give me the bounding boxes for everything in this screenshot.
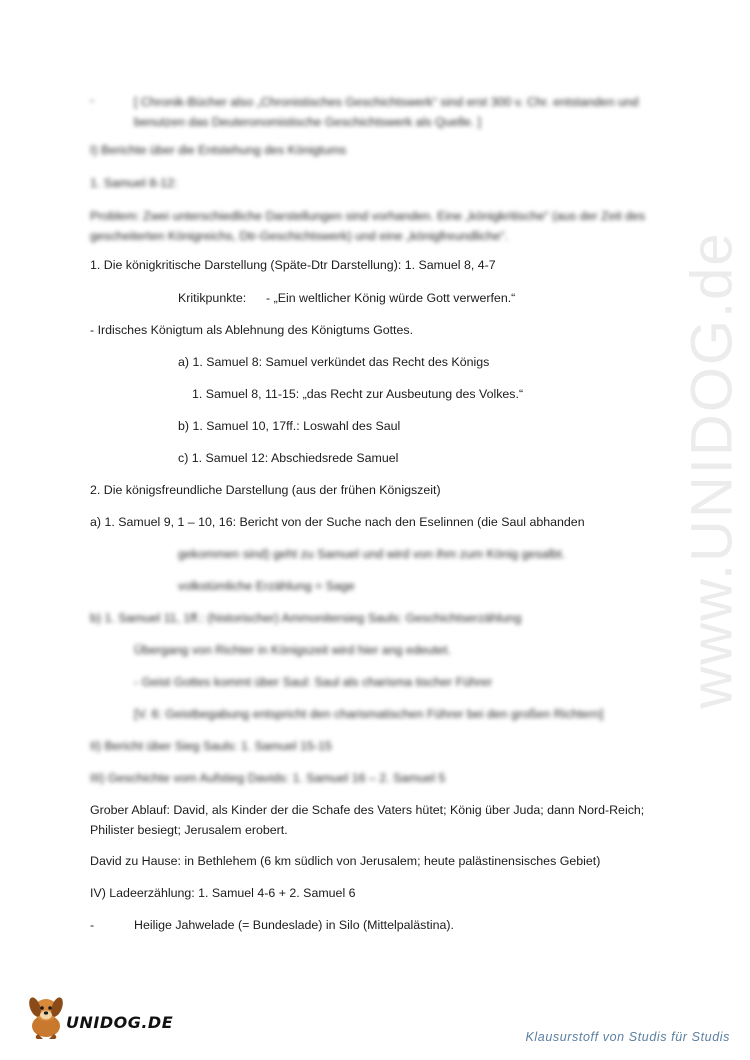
freundlich-heading: 2. Die königsfreundliche Darstellung (aus der frühen Königszeit): [90, 483, 441, 497]
a-samuel9: a) 1. Samuel 9, 1 – 10, 16: Bericht von der Suche nach den Eselinnen (die Saul abhanden: [90, 515, 585, 529]
kritisch-heading: 1. Die königkritische Darstellung (Späte-Dtr Darstellung): 1. Samuel 8, 4-7: [90, 258, 496, 272]
lade-item: Heilige Jahwelade (= Bundeslade) in Silo (Mittelpalästina).: [134, 918, 454, 932]
logo-text: UNIDOG.DE: [66, 1013, 174, 1032]
geist-text: - Geist Gottes kommt über Saul: Saul als charisma tischer Führer: [134, 675, 493, 689]
chronik-dash: -: [90, 93, 95, 107]
unidog-logo[interactable]: [24, 990, 173, 1040]
v6-text: [V. 6: Geistbegabung entspricht den charismatischen Führer bei den großen Richtern]: [134, 707, 604, 721]
samuel8-11: 1. Samuel 8, 11-15: „das Recht zur Ausbeutung des Volkes.“: [192, 387, 524, 401]
watermark: www.UNIDOG.de: [679, 231, 745, 709]
david-hause: David zu Hause: in Bethlehem (6 km südlich von Jerusalem; heute palästinensisches Gebiet): [90, 854, 601, 868]
c-samuel12: c) 1. Samuel 12: Abschiedsrede Samuel: [178, 451, 399, 465]
ii-bericht: II) Bericht über Sieg Sauls: 1. Samuel 15-15: [90, 739, 332, 753]
chronik-text: [ Chronik-Bücher also „Chronistisches Geschichtswerk“ sind erst 300 v. Chr. entstanden und benutzen das Deuteronomistische Geschichtswerk als Quelle. ]: [134, 95, 639, 129]
dog-mascot-icon: [24, 990, 68, 1040]
section-heading: I) Berichte über die Entstehung des Königtums: [90, 143, 347, 157]
lade-dash: -: [90, 918, 95, 932]
problem-text: Problem: Zwei unterschiedliche Darstellungen sind vorhanden. Eine „königkritische“ (aus der Zeit des gescheiterten Königreichs, Dtr-Geschichtswerk) und eine „königfreundliche“.: [90, 209, 646, 243]
footer-slogan: Klausurstoff von Studis für Studis: [525, 1030, 730, 1044]
uebergang-text: Übergang von Richter in Königszeit wird hier ang edeutet.: [134, 643, 451, 657]
irdisch-text: - Irdisches Königtum als Ablehnung des Königtums Gottes.: [90, 323, 414, 337]
saul-contd: gekommen sind) geht zu Samuel und wird von ihm zum König gesalbt.: [178, 547, 566, 561]
b-ammoniter: b) 1. Samuel 11, 1ff.: (historischer) Ammonitersieg Sauls: Geschichtserzählung: [90, 611, 522, 625]
grober-1: Grober Ablauf: David, als Kinder der die Schafe des Vaters hütet; König über Juda; dann Nord-Reich;: [90, 803, 645, 817]
lade-heading: IV) Ladeerzählung: 1. Samuel 4-6 + 2. Samuel 6: [90, 886, 356, 900]
b-samuel10: b) 1. Samuel 10, 17ff.: Loswahl des Saul: [178, 419, 401, 433]
kritik-label: Kritikpunkte:: [178, 291, 247, 305]
samuel-ref: 1. Samuel 8-12:: [90, 176, 178, 190]
grober-2: Philister besiegt; Jerusalem erobert.: [90, 823, 288, 837]
a-samuel8: a) 1. Samuel 8: Samuel verkündet das Recht des Königs: [178, 355, 490, 369]
kritik-text: - „Ein weltlicher König würde Gott verwerfen.“: [266, 291, 516, 305]
volk-text: volkstümliche Erzählung = Sage: [178, 579, 355, 593]
iii-geschichte: III) Geschichte vom Aufstieg Davids: 1. Samuel 16 – 2. Samuel 5: [90, 771, 446, 785]
